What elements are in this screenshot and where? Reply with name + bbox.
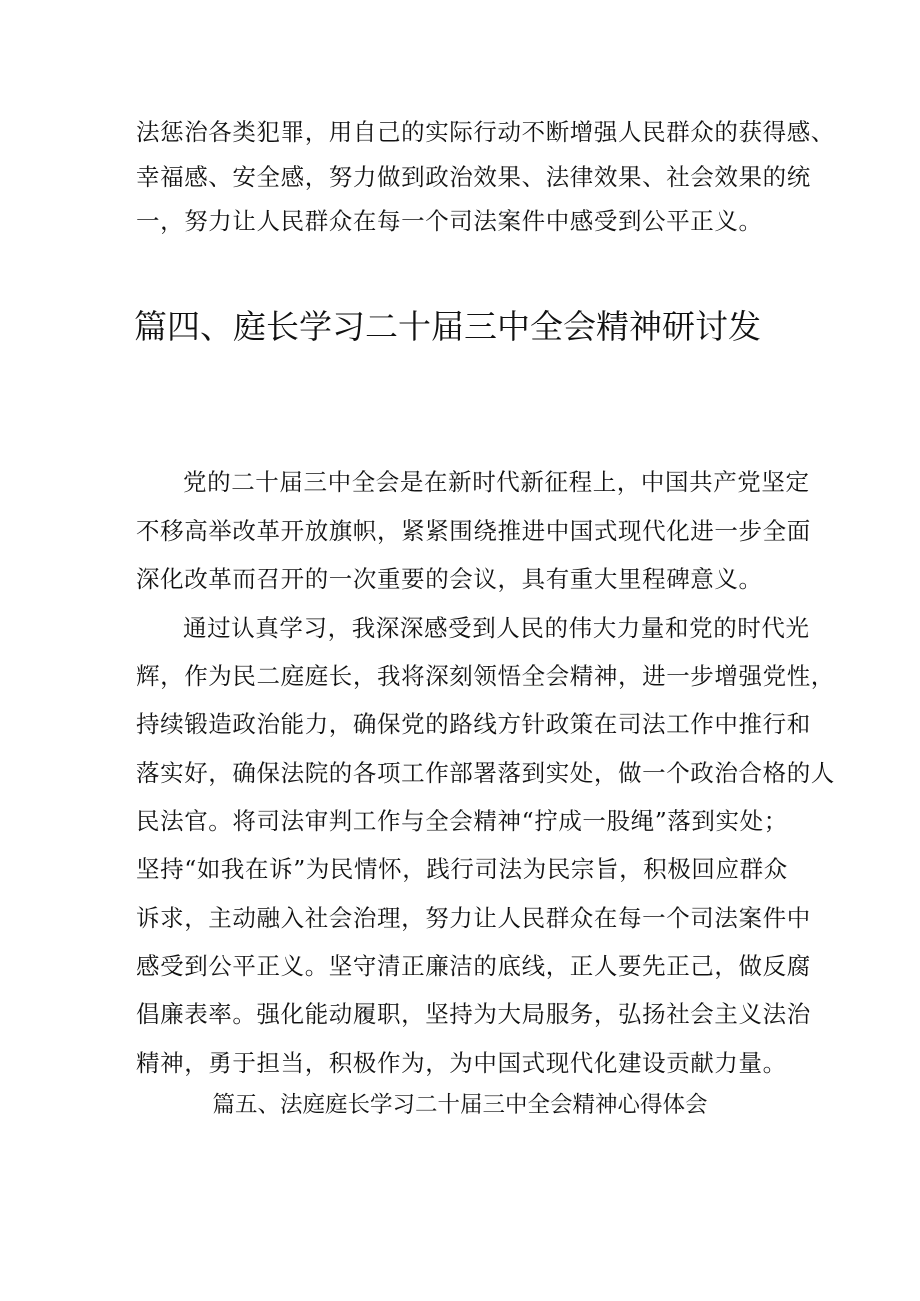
text-line: 通过认真学习，我深深感受到人民的伟大力量和党的时代光 — [183, 614, 810, 642]
text-line: 感受到公平正义。坚守清正廉洁的底线，正人要先正己，做反腐 — [136, 952, 811, 980]
text-line: 落实好，确保法院的各项工作部署落到实处，做一个政治合格的人 — [136, 759, 835, 787]
text-line: 精神，勇于担当，积极作为，为中国式现代化建设贡献力量。 — [136, 1049, 787, 1077]
text-line: 一，努力让人民群众在每一个司法案件中感受到公平正义。 — [136, 207, 763, 235]
text-line: 法惩治各类犯罪，用自己的实际行动不断增强人民群众的获得感、 — [136, 118, 835, 146]
text-line: 持续锻造政治能力，确保党的路线方针政策在司法工作中推行和 — [136, 710, 811, 738]
section-heading-five: 篇五、法庭庭长学习二十届三中全会精神心得体会 — [212, 1092, 708, 1118]
text-line: 不移高举改革开放旗帜，紧紧围绕推进中国式现代化进一步全面 — [136, 517, 811, 545]
text-line: 辉，作为民二庭庭长，我将深刻领悟全会精神，进一步增强党性， — [136, 662, 835, 690]
text-line: 民法官。将司法审判工作与全会精神“拧成一股绳”落到实处； — [136, 807, 788, 835]
section-heading-four: 篇四、庭长学习二十届三中全会精神研讨发 — [134, 307, 761, 346]
text-line: 倡廉表率。强化能动履职，坚持为大局服务，弘扬社会主义法治 — [136, 1000, 811, 1028]
text-line: 党的二十届三中全会是在新时代新征程上，中国共产党坚定 — [183, 468, 810, 496]
text-line: 坚持“如我在诉”为民情怀，践行司法为民宗旨，积极回应群众 — [136, 855, 788, 883]
text-line: 幸福感、安全感，努力做到政治效果、法律效果、社会效果的统 — [136, 163, 811, 191]
text-line: 诉求，主动融入社会治理，努力让人民群众在每一个司法案件中 — [136, 904, 811, 932]
text-line: 深化改革而召开的一次重要的会议，具有重大里程碑意义。 — [136, 565, 763, 593]
